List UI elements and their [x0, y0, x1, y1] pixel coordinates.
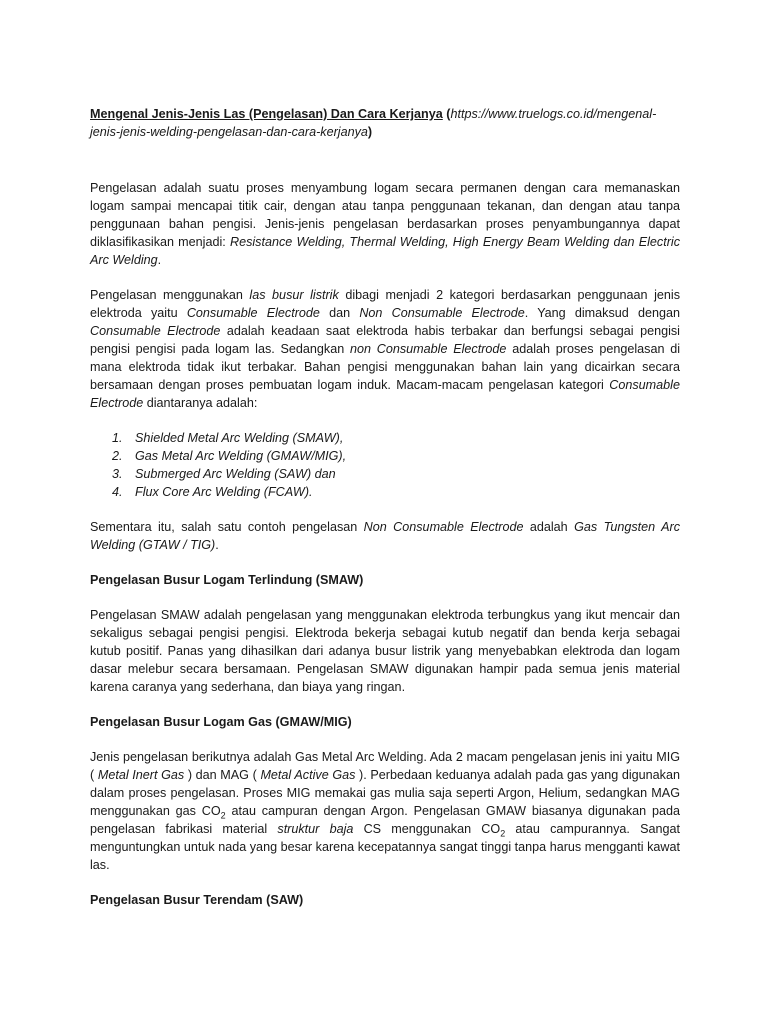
consumable-electrode-list	[90, 429, 680, 501]
electrode-paragraph	[90, 286, 680, 412]
saw-heading: Pengelasan Busur Terendam (SAW)	[90, 893, 304, 907]
list-number: 2.	[112, 449, 123, 463]
para2-italic-4: Consumable Electrode	[90, 324, 221, 338]
source-url[interactable]: https://www.truelogs.co.id/mengenal-jenis-jenis-welding-pengelasan-dan-cara-kerjanya	[90, 107, 657, 139]
para2-text-7: diantaranya adalah:	[143, 396, 258, 410]
gmaw-text-3: ). Perbedaan keduanya adalah pada gas yang digunakan dalam proses pengelasan. Proses MIG memakai gas mulia saja seperti Argon, Helium, sedangkan MAG menggunakan gas CO	[90, 768, 680, 818]
title-text: Mengenal Jenis-Jenis Las (Pengelasan) Dan Cara Kerjanya	[90, 107, 443, 121]
para2-italic-2: Consumable Electrode	[186, 306, 320, 320]
gmaw-subscript-1: 2	[220, 810, 226, 821]
para2-text-5: adalah keadaan saat elektroda habis terbakar dan berfungsi sebagai pengisi pengisi pengisi pada logam las. Sedangkan	[90, 324, 680, 356]
smaw-heading: Pengelasan Busur Logam Terlindung (SMAW)	[90, 573, 364, 587]
intro-text: Pengelasan adalah suatu proses menyambung logam secara permanen dengan cara memanaskan logam sampai mencapai titik cair, dengan atau tanpa penggunaan tekanan, dan dengan atau tanpa penggunaan bahan pengisi. Jenis-jenis pengelasan berdasarkan proses penyambungannya dapat diklasifikasikan menjadi:	[90, 181, 680, 249]
para2-italic-3: Non Consumable Electrode	[359, 306, 525, 320]
para2-italic-1: las busur listrik	[249, 288, 339, 302]
list-item-text: Flux Core Arc Welding (FCAW).	[135, 485, 313, 499]
para3-text-3: .	[215, 538, 219, 552]
intro-welding-types: Resistance Welding, Thermal Welding, High Energy Beam Welding dan Electric Arc Welding	[90, 235, 680, 267]
para2-text-6: adalah proses pengelasan di mana elektroda tidak ikut terbakar. Bahan pengisi menggunakan bahan lain yang dicairkan secara bersamaan dengan proses pembuatan logam induk. Macam-macam pengelasan kategori	[90, 342, 681, 392]
gmaw-text-2: ) dan MAG (	[184, 768, 261, 782]
gmaw-italic-2: Metal Active Gas	[260, 768, 356, 782]
intro-paragraph	[90, 179, 680, 269]
gmaw-text-1: Jenis pengelasan berikutnya adalah Gas Metal Arc Welding. Ada 2 macam pengelasan jenis ini yaitu MIG (	[90, 750, 680, 782]
para2-text-3: dan	[319, 306, 360, 320]
list-number: 4.	[112, 485, 123, 499]
list-item-text: Shielded Metal Arc Welding (SMAW),	[135, 431, 344, 445]
para2-text-1: Pengelasan menggunakan	[90, 288, 250, 302]
list-number: 1.	[112, 431, 123, 445]
intro-end: .	[157, 253, 162, 267]
para2-italic-6: Consumable Electrode	[90, 378, 680, 410]
document-title	[90, 105, 680, 141]
non-consumable-paragraph	[90, 518, 680, 554]
gmaw-subscript-2: 2	[500, 828, 506, 839]
list-item	[90, 447, 680, 465]
list-item	[90, 429, 680, 447]
list-item	[90, 483, 680, 501]
smaw-paragraph: Pengelasan SMAW adalah pengelasan yang menggunakan elektroda terbungkus yang ikut mencair dan sekaligus sebagai pengisi pengisi. Elektroda bekerja sebagai kutub negatif dan benda kerja sebagai kutub positif. Panas yang dihasilkan dari adanya busur listrik yang menyebabkan elektroda dan logam dasar melebur secara bersamaan. Pengelasan SMAW digunakan hampir pada semua jenis material karena caranya yang sederhana, dan biaya yang ringan.	[90, 608, 680, 694]
list-item-text: Gas Metal Arc Welding (GMAW/MIG),	[135, 449, 347, 463]
list-number: 3.	[112, 467, 123, 481]
para2-text-4: . Yang dimaksud dengan	[524, 306, 680, 320]
document-page	[90, 105, 680, 909]
gmaw-text-4: atau campuran dengan Argon. Pengelasan GMAW biasanya digunakan pada pengelasan fabrikasi material	[90, 804, 680, 836]
gmaw-heading: Pengelasan Busur Logam Gas (GMAW/MIG)	[90, 715, 352, 729]
gmaw-italic-1: Metal Inert Gas	[97, 768, 185, 782]
gmaw-paragraph	[90, 748, 680, 874]
gmaw-text-5: CS menggunakan CO	[353, 822, 501, 836]
para3-text-2: adalah	[523, 520, 575, 534]
title-open-paren: (	[442, 107, 451, 121]
gmaw-italic-3: struktur baja	[277, 822, 354, 836]
para3-text-1: Sementara itu, salah satu contoh pengelasan	[90, 520, 364, 534]
list-item-text: Submerged Arc Welding (SAW) dan	[135, 467, 336, 481]
para2-italic-5: non Consumable Electrode	[350, 342, 507, 356]
para3-italic-1: Non Consumable Electrode	[363, 520, 524, 534]
list-item	[90, 465, 680, 483]
para3-italic-2: Gas Tungsten Arc Welding (GTAW / TIG)	[90, 520, 680, 552]
para2-text-2: dibagi menjadi 2 kategori berdasarkan penggunaan jenis elektroda yaitu	[90, 288, 680, 320]
gmaw-text-6: atau campurannya. Sangat menguntungkan untuk nada yang besar karena kecepatannya sangat tinggi tanpa harus mengganti kawat las.	[90, 822, 681, 872]
title-close-paren: )	[367, 125, 373, 139]
